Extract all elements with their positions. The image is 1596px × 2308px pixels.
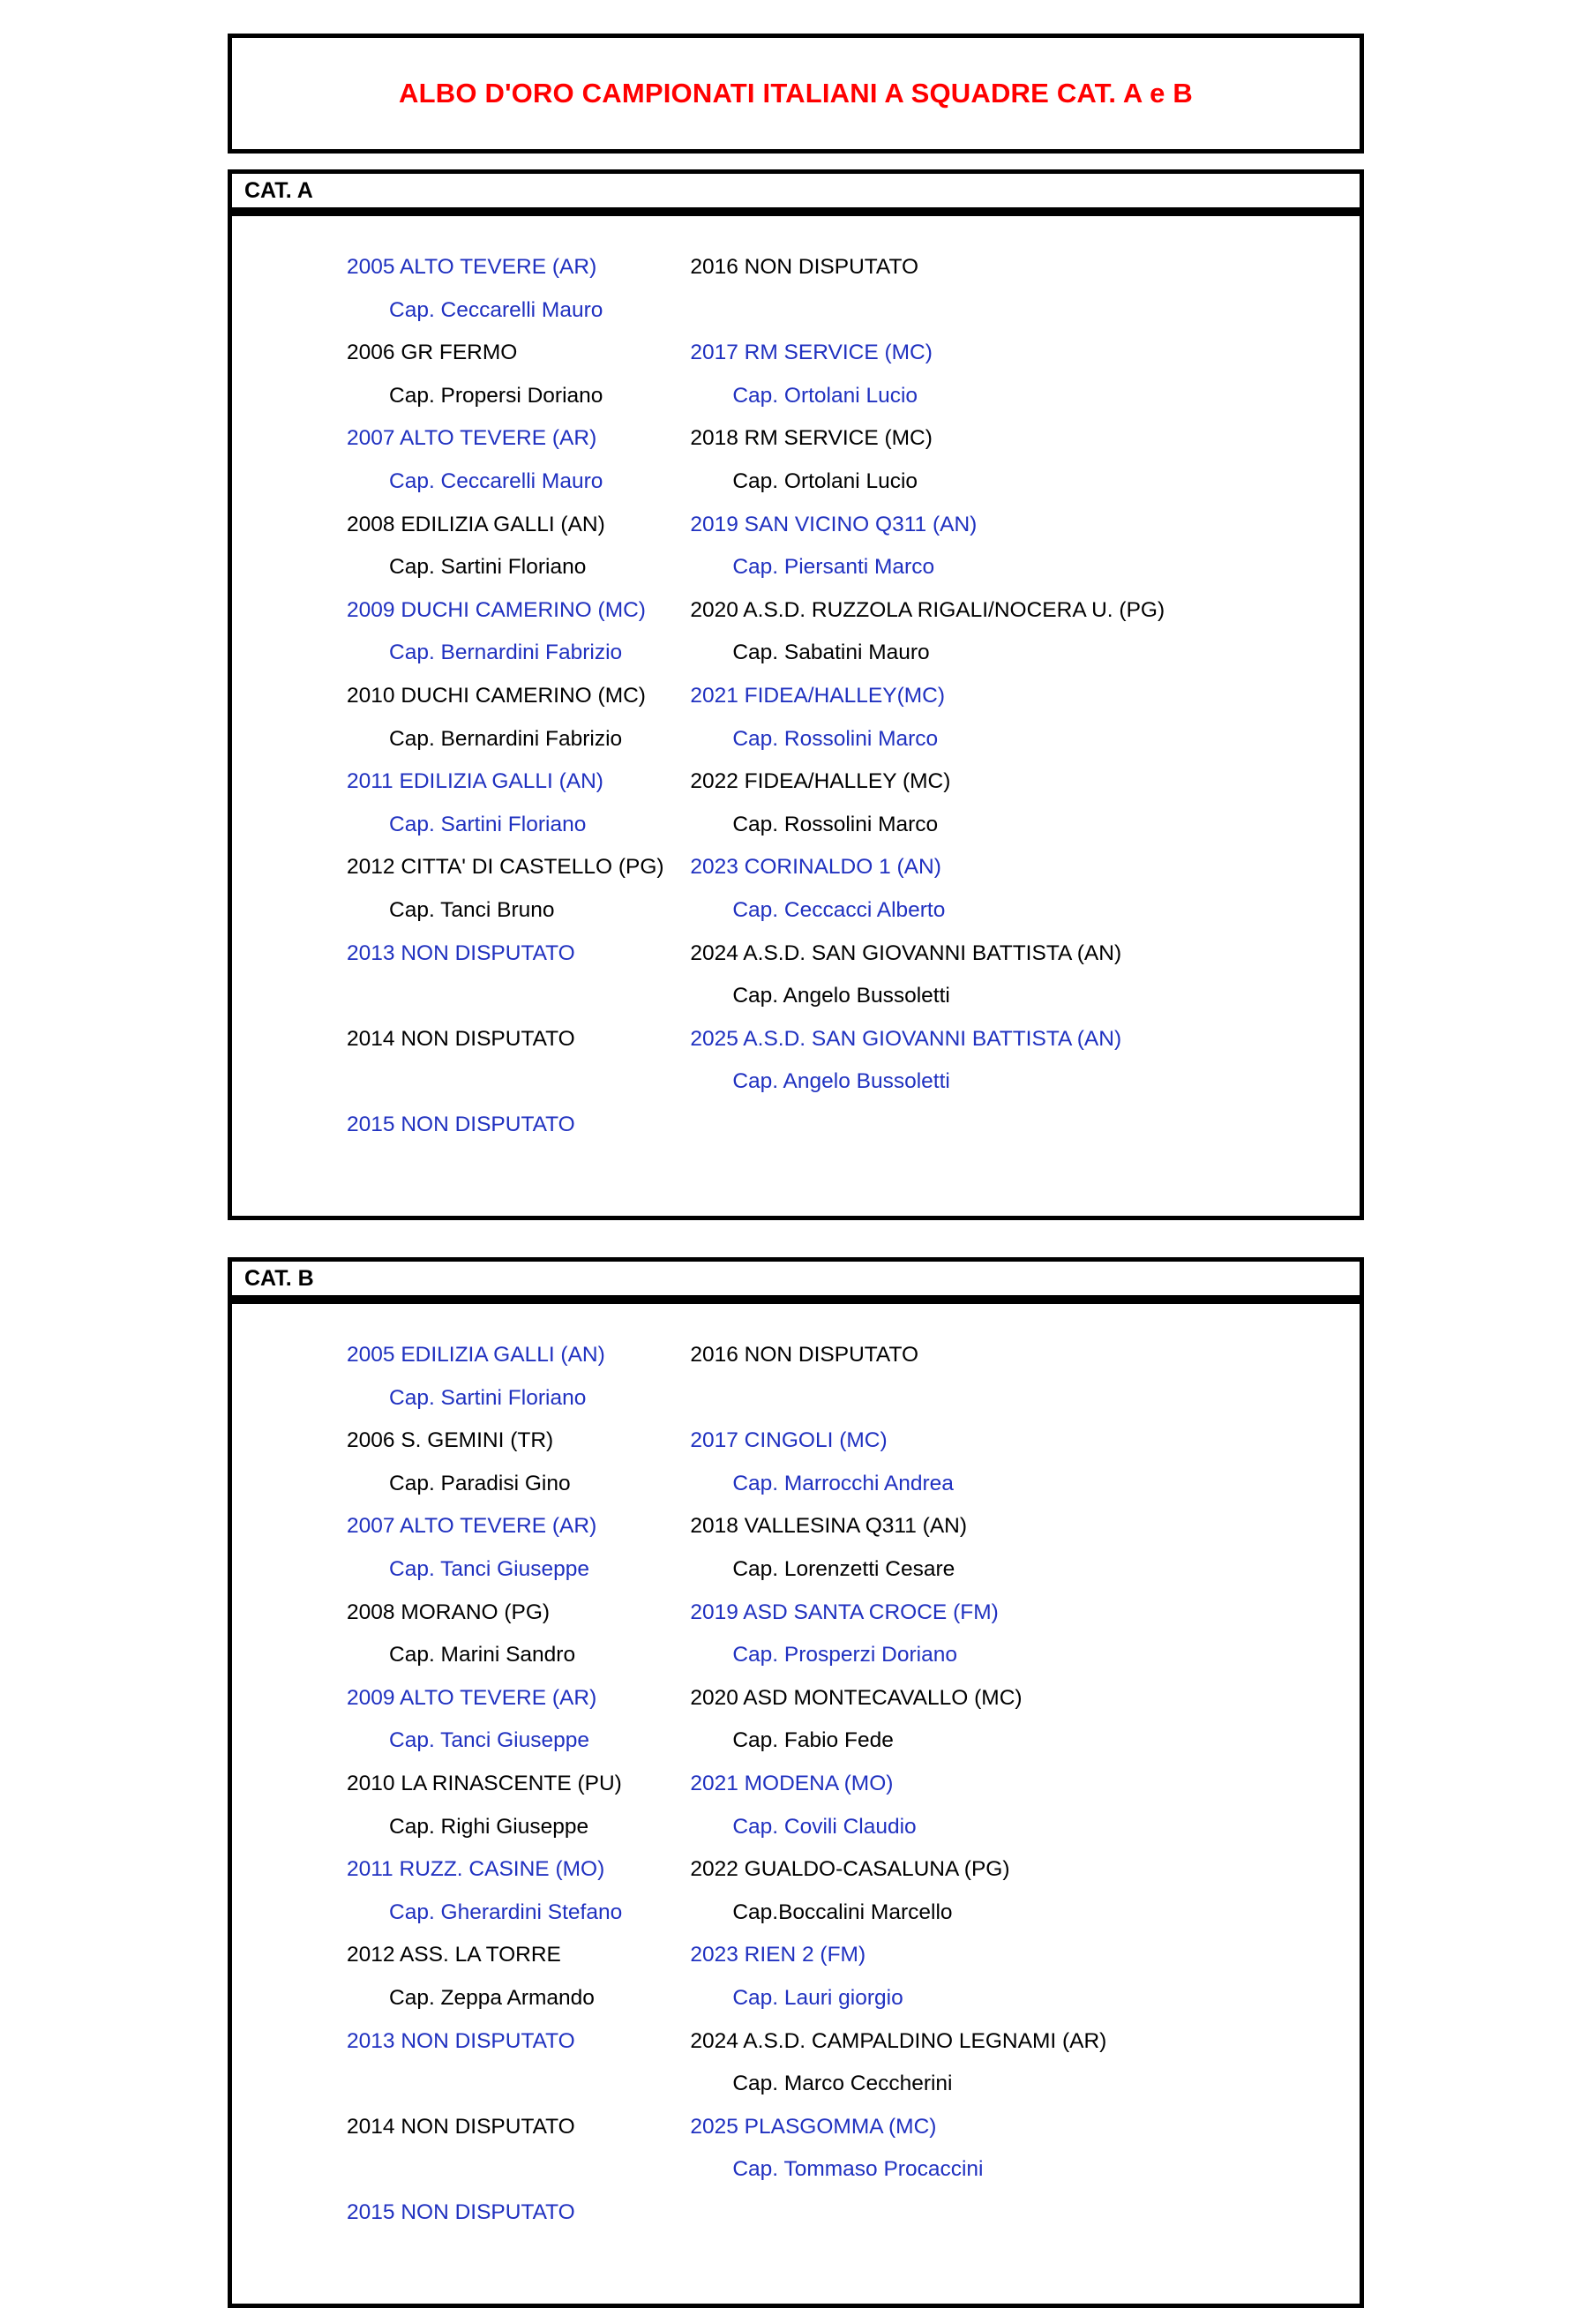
entry-year-team [347, 332, 690, 375]
entry-team: FIDEA/HALLEY(MC) [738, 683, 945, 708]
entry-team: RUZZ. CASINE (MO) [393, 1857, 605, 1882]
entry-team: MODENA (MO) [738, 1772, 894, 1795]
entry-team: NON DISPUTATO [394, 1026, 575, 1051]
cat-a-right-column [690, 246, 1360, 1189]
entry-team: A.S.D. CAMPALDINO LEGNAMI (AR) [738, 2028, 1107, 2053]
champion-entry [347, 933, 690, 1018]
entry-team: A.S.D. RUZZOLA RIGALI/NOCERA U. (PG) [738, 597, 1165, 622]
entry-year-team [347, 1334, 690, 1377]
entry-year-team [690, 1018, 1360, 1061]
entry-year: 2022 [690, 1857, 738, 1882]
entry-captain: Cap. Ceccacci Alberto [732, 897, 946, 922]
entry-year: 2009 [347, 1685, 395, 1710]
entry-year: 2008 [347, 512, 395, 536]
entry-captain: Cap. Propersi Doriano [389, 383, 603, 408]
entry-year-team [690, 1505, 1360, 1548]
entry-year-team [347, 1018, 690, 1061]
champion-entry [690, 1018, 1360, 1104]
entry-team: CORINALDO 1 (AN) [738, 855, 941, 880]
champion-entry [347, 504, 690, 589]
champion-entry [690, 675, 1360, 761]
entry-team: EDILIZIA GALLI (AN) [394, 1343, 605, 1368]
section-heading-cat-a [228, 169, 1364, 212]
entry-year-team [347, 846, 690, 889]
champion-entry [347, 1763, 690, 1848]
entry-team: SAN VICINO Q311 (AN) [738, 512, 978, 536]
entry-year: 2025 [690, 2114, 738, 2139]
entry-year-team [347, 2192, 690, 2235]
section-table-cat-b [228, 1300, 1364, 2308]
champion-entry [690, 504, 1360, 589]
champion-entry [690, 417, 1360, 503]
entry-year-team [347, 933, 690, 976]
entry-year-team [690, 2106, 1360, 2149]
entry-year: 2024 [690, 2028, 738, 2053]
entry-spacer [347, 2063, 690, 2106]
entry-year-team [347, 2020, 690, 2064]
entry-year: 2013 [347, 2028, 395, 2053]
entry-year-team [690, 2020, 1360, 2064]
entry-year: 2020 [690, 597, 738, 622]
entry-year-team [347, 1420, 690, 1463]
entry-team: CINGOLI (MC) [738, 1428, 888, 1453]
entry-captain: Cap. Angelo Bussoletti [732, 1069, 950, 1094]
entry-year-team [347, 504, 690, 547]
entry-year-team [347, 1505, 690, 1548]
champion-entry [347, 761, 690, 846]
entry-captain: Cap. Marini Sandro [389, 1643, 576, 1667]
entry-year-team [690, 846, 1360, 889]
entry-year-team [347, 417, 690, 461]
champion-entry [347, 589, 690, 675]
entry-year: 2007 [347, 1514, 395, 1539]
entry-year: 2013 [347, 940, 395, 965]
entry-team: GR FERMO [394, 341, 518, 365]
entry-year: 2021 [690, 683, 738, 708]
entry-team: FIDEA/HALLEY (MC) [738, 769, 951, 794]
champion-entry [347, 1334, 690, 1420]
champion-entry [690, 1334, 1360, 1420]
entry-captain: Cap. Ceccarelli Mauro [389, 297, 603, 322]
entry-year: 2007 [347, 426, 395, 451]
section-heading-label: CAT. B [244, 1265, 314, 1291]
entry-captain: Cap. Tanci Bruno [389, 897, 555, 922]
entry-year-team [347, 2106, 690, 2149]
champion-entry [690, 761, 1360, 846]
champion-entry [690, 1592, 1360, 1677]
entry-year: 2016 [690, 1343, 738, 1368]
entry-captain: Cap. Sartini Floriano [389, 812, 587, 836]
champion-entry [347, 2106, 690, 2192]
entry-year: 2014 [347, 2114, 395, 2139]
entry-year-team [690, 1677, 1360, 1720]
entry-year-team [690, 504, 1360, 547]
champion-entry [347, 246, 690, 332]
entry-year: 2017 [690, 1428, 738, 1453]
champion-entry [690, 2106, 1360, 2192]
entry-team: S. GEMINI (TR) [394, 1428, 554, 1453]
champion-entry [690, 332, 1360, 417]
entry-team: NON DISPUTATO [738, 255, 919, 279]
entry-team: A.S.D. SAN GIOVANNI BATTISTA (AN) [738, 1026, 1122, 1051]
entry-team: ALTO TEVERE (AR) [394, 255, 597, 279]
section-heading-label: CAT. A [244, 177, 313, 203]
entry-team: VALLESINA Q311 (AN) [738, 1514, 968, 1539]
entry-captain: Cap. Ortolani Lucio [732, 468, 918, 493]
champion-entry [347, 2192, 690, 2277]
entry-year: 2020 [690, 1685, 738, 1710]
entry-team: RM SERVICE (MC) [738, 426, 933, 451]
entry-team: NON DISPUTATO [394, 2114, 575, 2139]
entry-year: 2015 [347, 2199, 395, 2224]
entry-team: LA RINASCENTE (PU) [394, 1772, 622, 1795]
champion-entry [690, 246, 1360, 332]
entry-team: ASD SANTA CROCE (FM) [738, 1600, 999, 1624]
entry-year: 2012 [347, 1943, 395, 1967]
cat-a-left-column [232, 246, 690, 1189]
entry-year-team [347, 1848, 690, 1892]
entry-year-team [690, 1592, 1360, 1635]
champion-entry [347, 846, 690, 932]
entry-captain: Cap. Gherardini Stefano [389, 1900, 623, 1924]
entry-captain: Cap. Sabatini Mauro [732, 641, 930, 665]
entry-year-team [347, 761, 690, 804]
entry-year: 2021 [690, 1772, 738, 1795]
entry-captain: Cap. Piersanti Marco [732, 555, 935, 580]
champion-entry [690, 846, 1360, 932]
champion-entry [347, 1848, 690, 1934]
champion-entry [347, 1420, 690, 1505]
entry-spacer [690, 1377, 1360, 1420]
entry-team: NON DISPUTATO [394, 2028, 575, 2053]
cat-b-left-column [232, 1334, 690, 2277]
entry-captain: Cap. Tanci Giuseppe [389, 1728, 589, 1753]
entry-captain: Cap. Sartini Floriano [389, 1385, 587, 1410]
champion-entry [690, 1420, 1360, 1505]
entry-year-team [690, 417, 1360, 461]
champion-entry [690, 2020, 1360, 2106]
page-title: ALBO D'ORO CAMPIONATI ITALIANI A SQUADRE CAT. A e B [399, 78, 1193, 109]
entry-year-team [690, 1763, 1360, 1806]
champion-entry [690, 1763, 1360, 1848]
champion-entry [347, 1505, 690, 1591]
entry-team: MORANO (PG) [394, 1600, 551, 1624]
entry-captain: Cap. Covili Claudio [732, 1814, 917, 1839]
entry-year: 2019 [690, 512, 738, 536]
entry-year-team [347, 675, 690, 718]
entry-spacer [347, 2148, 690, 2192]
document-title-box [228, 34, 1364, 154]
entry-captain: Cap. Tommaso Procaccini [732, 2157, 984, 2182]
entry-year: 2010 [347, 683, 395, 708]
cat-b-right-column [690, 1334, 1360, 2277]
entry-year: 2009 [347, 597, 395, 622]
entry-year: 2010 [347, 1772, 395, 1795]
entry-year: 2011 [347, 1857, 393, 1882]
entry-captain: Cap. Sartini Floriano [389, 555, 587, 580]
entry-team: ALTO TEVERE (AR) [394, 1514, 597, 1539]
entry-year-team [347, 1934, 690, 1977]
entry-captain: Cap. Lauri giorgio [732, 1985, 903, 2010]
champion-entry [347, 1018, 690, 1104]
entry-year: 2011 [347, 769, 393, 794]
entry-team: A.S.D. SAN GIOVANNI BATTISTA (AN) [738, 940, 1122, 965]
entry-year-team [347, 1677, 690, 1720]
entry-team: ALTO TEVERE (AR) [394, 1685, 597, 1710]
champion-entry [347, 1677, 690, 1763]
champion-entry [690, 1934, 1360, 2020]
entry-year-team [690, 246, 1360, 289]
entry-year: 2006 [347, 1428, 395, 1453]
entry-year-team [690, 675, 1360, 718]
entry-year: 2019 [690, 1600, 738, 1624]
entry-captain: Cap. Ortolani Lucio [732, 383, 918, 408]
entry-team: RM SERVICE (MC) [738, 341, 933, 365]
entry-year-team [347, 1592, 690, 1635]
entry-team: RIEN 2 (FM) [738, 1943, 866, 1967]
entry-captain: Cap. Fabio Fede [732, 1728, 894, 1753]
entry-year-team [347, 1104, 690, 1147]
entry-year-team [690, 1848, 1360, 1892]
champion-entry [347, 332, 690, 417]
entry-year: 2008 [347, 1600, 395, 1624]
entry-captain: Cap. Marrocchi Andrea [732, 1471, 954, 1495]
entry-team: DUCHI CAMERINO (MC) [394, 683, 646, 708]
entry-team: ASS. LA TORRE [394, 1943, 561, 1967]
champion-entry [690, 589, 1360, 675]
entry-year-team [690, 933, 1360, 976]
champion-entry [347, 2020, 690, 2106]
entry-year: 2016 [690, 255, 738, 279]
section-heading-cat-b [228, 1257, 1364, 1300]
entry-team: GUALDO-CASALUNA (PG) [738, 1857, 1010, 1882]
entry-spacer [347, 2235, 690, 2278]
entry-spacer [347, 975, 690, 1018]
entry-year: 2005 [347, 255, 395, 279]
entry-year-team [690, 1934, 1360, 1977]
entry-team: DUCHI CAMERINO (MC) [394, 597, 646, 622]
champion-entry [347, 675, 690, 761]
champion-entry [690, 933, 1360, 1018]
entry-team: CITTA' DI CASTELLO (PG) [394, 855, 664, 880]
entry-captain: Cap. Bernardini Fabrizio [389, 641, 623, 665]
entry-year: 2006 [347, 341, 395, 365]
entry-year-team [347, 1763, 690, 1806]
entry-team: NON DISPUTATO [394, 1112, 575, 1136]
entry-year-team [690, 1334, 1360, 1377]
entry-captain: Cap. Zeppa Armando [389, 1985, 595, 2010]
champion-entry [347, 1104, 690, 1189]
entry-spacer [347, 1060, 690, 1104]
entry-captain: Cap. Paradisi Gino [389, 1471, 571, 1495]
entry-year: 2025 [690, 1026, 738, 1051]
entry-team: ALTO TEVERE (AR) [394, 426, 597, 451]
entry-year: 2012 [347, 855, 395, 880]
entry-year: 2022 [690, 769, 738, 794]
entry-team: NON DISPUTATO [394, 2199, 575, 2224]
entry-captain: Cap. Ceccarelli Mauro [389, 468, 603, 493]
entry-captain: Cap. Righi Giuseppe [389, 1814, 589, 1839]
entry-team: PLASGOMMA (MC) [738, 2114, 937, 2139]
entry-captain: Cap. Lorenzetti Cesare [732, 1557, 955, 1582]
entry-captain: Cap. Marco Ceccherini [732, 2072, 953, 2096]
entry-year-team [690, 332, 1360, 375]
entry-year: 2023 [690, 855, 738, 880]
entry-spacer [690, 289, 1360, 333]
entry-captain: Cap.Boccalini Marcello [732, 1900, 953, 1924]
entry-team: ASD MONTECAVALLO (MC) [738, 1685, 1023, 1710]
entry-captain: Cap. Prosperzi Doriano [732, 1643, 957, 1667]
champion-entry [690, 1505, 1360, 1591]
entry-team: NON DISPUTATO [738, 1343, 919, 1368]
entry-year: 2023 [690, 1943, 738, 1967]
entry-year-team [690, 589, 1360, 633]
entry-year-team [347, 589, 690, 633]
champion-entry [347, 1934, 690, 2020]
entry-year: 2015 [347, 1112, 395, 1136]
entry-team: EDILIZIA GALLI (AN) [394, 512, 605, 536]
entry-year: 2014 [347, 1026, 395, 1051]
entry-year: 2024 [690, 940, 738, 965]
entry-year-team [690, 761, 1360, 804]
entry-captain: Cap. Rossolini Marco [732, 726, 939, 751]
champion-entry [690, 1677, 1360, 1763]
entry-captain: Cap. Bernardini Fabrizio [389, 726, 623, 751]
entry-year-team [347, 246, 690, 289]
entry-captain: Cap. Rossolini Marco [732, 812, 939, 836]
champion-entry [690, 1848, 1360, 1934]
entry-year: 2018 [690, 426, 738, 451]
entry-team: NON DISPUTATO [394, 940, 575, 965]
entry-year: 2018 [690, 1514, 738, 1539]
entry-year: 2017 [690, 341, 738, 365]
section-table-cat-a [228, 212, 1364, 1220]
champion-entry [347, 417, 690, 503]
entry-year-team [690, 1420, 1360, 1463]
champion-entry [347, 1592, 690, 1677]
entry-captain: Cap. Tanci Giuseppe [389, 1557, 589, 1582]
entry-captain: Cap. Angelo Bussoletti [732, 984, 950, 1008]
entry-year: 2005 [347, 1343, 395, 1368]
entry-team: EDILIZIA GALLI (AN) [393, 769, 603, 794]
entry-spacer [347, 1146, 690, 1189]
